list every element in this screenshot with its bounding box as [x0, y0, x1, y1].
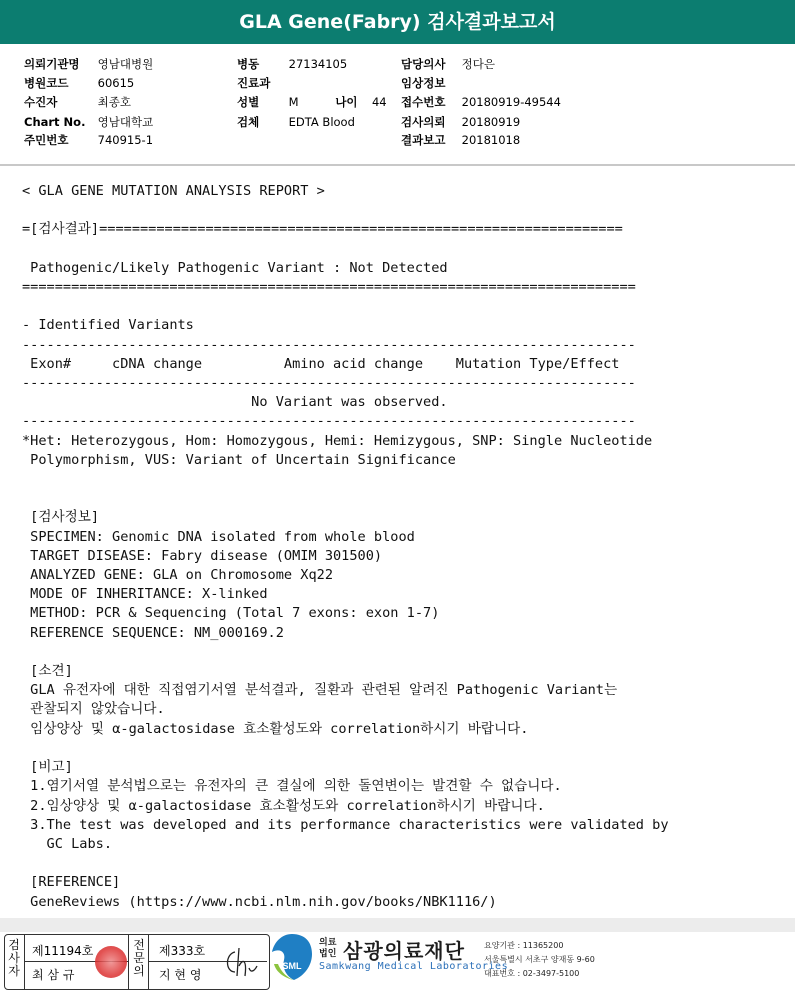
dept-label: 진료과 — [237, 76, 271, 90]
hospital-code-row — [24, 74, 134, 93]
divider — [24, 935, 25, 989]
divider — [148, 935, 149, 989]
accession-row — [401, 93, 561, 112]
doctor-row — [401, 55, 495, 74]
specimen-row — [237, 113, 355, 132]
chart-label: Chart No. — [24, 115, 86, 129]
request-label: 검사의뢰 — [401, 115, 446, 129]
doctor-label: 담당의사 — [401, 57, 446, 71]
specialist-name: 지 현 영 — [159, 968, 202, 982]
sml-logo-icon — [272, 934, 312, 980]
org-address: 서울특별시 서초구 양재동 9-60 — [484, 955, 595, 964]
report-date-value: 20181018 — [461, 133, 521, 147]
title-bar — [0, 0, 795, 44]
signature — [221, 944, 261, 980]
collector-label: 수진자 — [24, 95, 58, 109]
request-row — [401, 113, 520, 132]
sex-label: 성별 — [237, 95, 260, 109]
org-code: 요양기관 : 11365200 — [484, 941, 564, 950]
report-date-row — [401, 131, 520, 150]
org-name: 삼광의료재단 — [343, 939, 465, 963]
specimen-label: 검체 — [237, 115, 260, 129]
collector-row — [24, 93, 131, 112]
accession-value: 20180919-49544 — [461, 95, 561, 109]
age-value: 44 — [371, 95, 387, 109]
hospital-code-label: 병원코드 — [24, 76, 69, 90]
examiner-name: 최 삼 규 — [32, 968, 75, 982]
org-prefix-line-1: 의료 — [319, 938, 337, 948]
chart-value: 영남대학교 — [97, 115, 154, 129]
ward-value: 27134105 — [288, 57, 348, 71]
org-prefix — [319, 938, 336, 960]
header-divider — [0, 164, 795, 166]
specialist-label: 전문의 — [133, 938, 145, 978]
chart-row — [24, 113, 153, 132]
report-date-label: 결과보고 — [401, 133, 446, 147]
collector-value: 최종호 — [97, 95, 131, 109]
resident-row — [24, 131, 153, 150]
hospital-code-value: 60615 — [97, 76, 135, 90]
ward-label: 병동 — [237, 57, 260, 71]
report-title: GLA Gene(Fabry) 검사결과보고서 — [239, 11, 556, 33]
doctor-value: 정다은 — [461, 57, 495, 71]
examiner-label: 검사자 — [8, 938, 20, 978]
examiner-license: 제11194호 — [32, 944, 94, 958]
org-prefix-line-2: 법인 — [319, 949, 337, 959]
ward-row — [237, 55, 347, 74]
dept-row — [237, 74, 289, 93]
report-body: < GLA GENE MUTATION ANALYSIS REPORT > =[검사결과]================================================================ Pathogenic/Likely Pathogenic Variant : Not Detected =========================================================================== - Identified Variants --------------------------------------------------------------------------- Exon# cDNA change Amino acid change Mutation Type/Effect --------------------------------------------------------------------------- No Variant was observed. --------------------------------------------------------------------------- *Het: Heterozygous, Hom: Homozygous, Hemi: Hemizygous, SNP: Single Nucleotide Polymorphism, VUS: Variant of Uncertain Significance [검사정보] SPECIMEN: Genomic DNA isolated from whole blood TARGET DISEASE: Fabry disease (OMIM 301500) ANALYZED GENE: GLA on Chromosome Xq22 MODE OF INHERITANCE: X-linked METHOD: PCR & Sequencing (Total 7 exons: exon 1-7) REFERENCE SEQUENCE: NM_000169.2 [소견] GLA 유전자에 대한 직접염기서열 분석결과, 질환과 관련된 알려진 Pathogenic Variant는 관찰되지 않았습니다. 임상양상 및 α-galactosidase 효소활성도와 correlation하시기 바랍니다. [비고] 1.염기서열 분석법으로는 유전자의 큰 결실에 의한 돌연변이는 발견할 수 없습니다. 2.임상양상 및 α-galactosidase 효소활성도와 correlation하시기 바랍니다. 3.The test was developed and its performance characteristics were validated by GC Labs. [REFERENCE] GeneReviews (https://www.ncbi.nlm.nih.gov/books/NBK1116/) — [22, 183, 669, 910]
institution-label: 의뢰기관명 — [24, 57, 80, 71]
resident-value: 740915-1 — [97, 133, 154, 147]
specialist-license: 제333호 — [159, 944, 206, 958]
org-english-name: Samkwang Medical Laboratories — [319, 961, 509, 972]
org-phone: 대표번호 : 02-3497-5100 — [484, 969, 580, 978]
seal-stamp — [95, 946, 127, 978]
sex-row — [237, 93, 387, 112]
clinical-label: 임상정보 — [401, 76, 446, 90]
sex-value: M — [288, 95, 299, 109]
resident-label: 주민번호 — [24, 133, 69, 147]
age-label: 나이 — [335, 95, 358, 109]
logo-text: SML — [282, 961, 302, 971]
institution-row — [24, 55, 153, 74]
accession-label: 접수번호 — [401, 95, 446, 109]
institution-value: 영남대병원 — [97, 57, 154, 71]
divider — [128, 935, 129, 989]
footer-band — [0, 918, 795, 932]
specimen-value: EDTA Blood — [288, 115, 355, 129]
request-value: 20180919 — [461, 115, 521, 129]
clinical-row — [401, 74, 462, 93]
